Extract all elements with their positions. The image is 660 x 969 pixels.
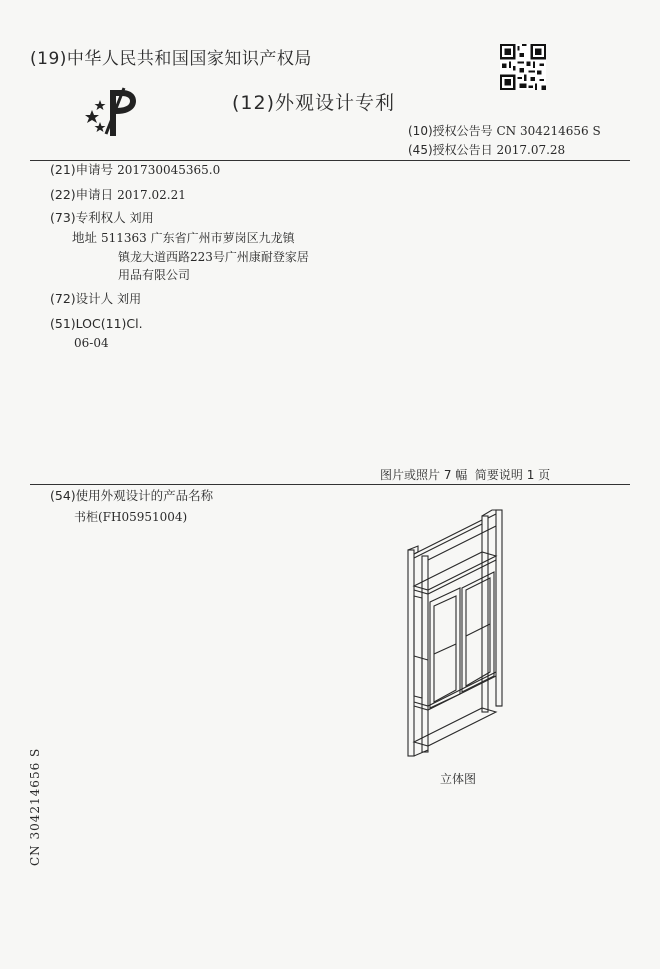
address-label: 地址 — [72, 230, 98, 245]
bookcase-left-post — [408, 550, 414, 756]
cnipa-emblem-icon — [84, 84, 140, 140]
application-number-row — [50, 160, 220, 180]
bookcase-perspective-drawing — [400, 506, 512, 758]
designer-label: (72)设计人 — [50, 291, 114, 306]
address-line-2: 镇龙大道西路223号广州康耐登家居 — [118, 250, 309, 264]
application-date-label: (22)申请日 — [50, 187, 114, 202]
section-divider — [30, 484, 630, 485]
patentee-row — [50, 208, 154, 228]
designer: 刘用 — [117, 292, 142, 306]
loc-classification-row — [50, 314, 143, 334]
address-line-1: 511363 广东省广州市萝岗区九龙镇 — [101, 231, 295, 245]
qr-code-icon — [500, 44, 546, 90]
product-name-label: (54)使用外观设计的产品名称 — [50, 488, 214, 503]
document-type-title: (12)外观设计专利 — [232, 92, 396, 114]
publication-number-label: (10)授权公告号 — [408, 124, 493, 138]
loc-classification-label: (51)LOC(11)Cl. — [50, 316, 143, 331]
application-number: 201730045365.0 — [117, 163, 221, 177]
publication-date: 2017.07.28 — [496, 143, 566, 157]
address-line-3: 用品有限公司 — [118, 268, 191, 282]
publication-date-row — [408, 141, 565, 158]
publication-number: CN 304214656 S — [496, 124, 601, 138]
pages-note: 图片或照片 7 幅 简要说明 1 页 — [380, 468, 551, 482]
address-row — [72, 228, 295, 248]
patentee-label: (73)专利权人 — [50, 210, 126, 225]
office-name: (19)中华人民共和国国家知识产权局 — [30, 49, 312, 69]
bookcase-center-post — [422, 556, 428, 752]
application-number-label: (21)申请号 — [50, 162, 114, 177]
publication-number-row — [408, 122, 601, 139]
product-name: 书柜(FH05951004) — [74, 510, 188, 524]
figure-caption: 立体图 — [440, 772, 477, 786]
side-publication-number: CN 304214656 S — [28, 747, 42, 866]
bookcase-back-right-post — [496, 510, 502, 706]
application-date: 2017.02.21 — [117, 188, 186, 202]
application-date-row — [50, 185, 186, 205]
patentee: 刘用 — [129, 211, 154, 225]
designer-row — [50, 289, 141, 309]
loc-classification-value: 06-04 — [74, 336, 109, 350]
publication-date-label: (45)授权公告日 — [408, 143, 493, 157]
